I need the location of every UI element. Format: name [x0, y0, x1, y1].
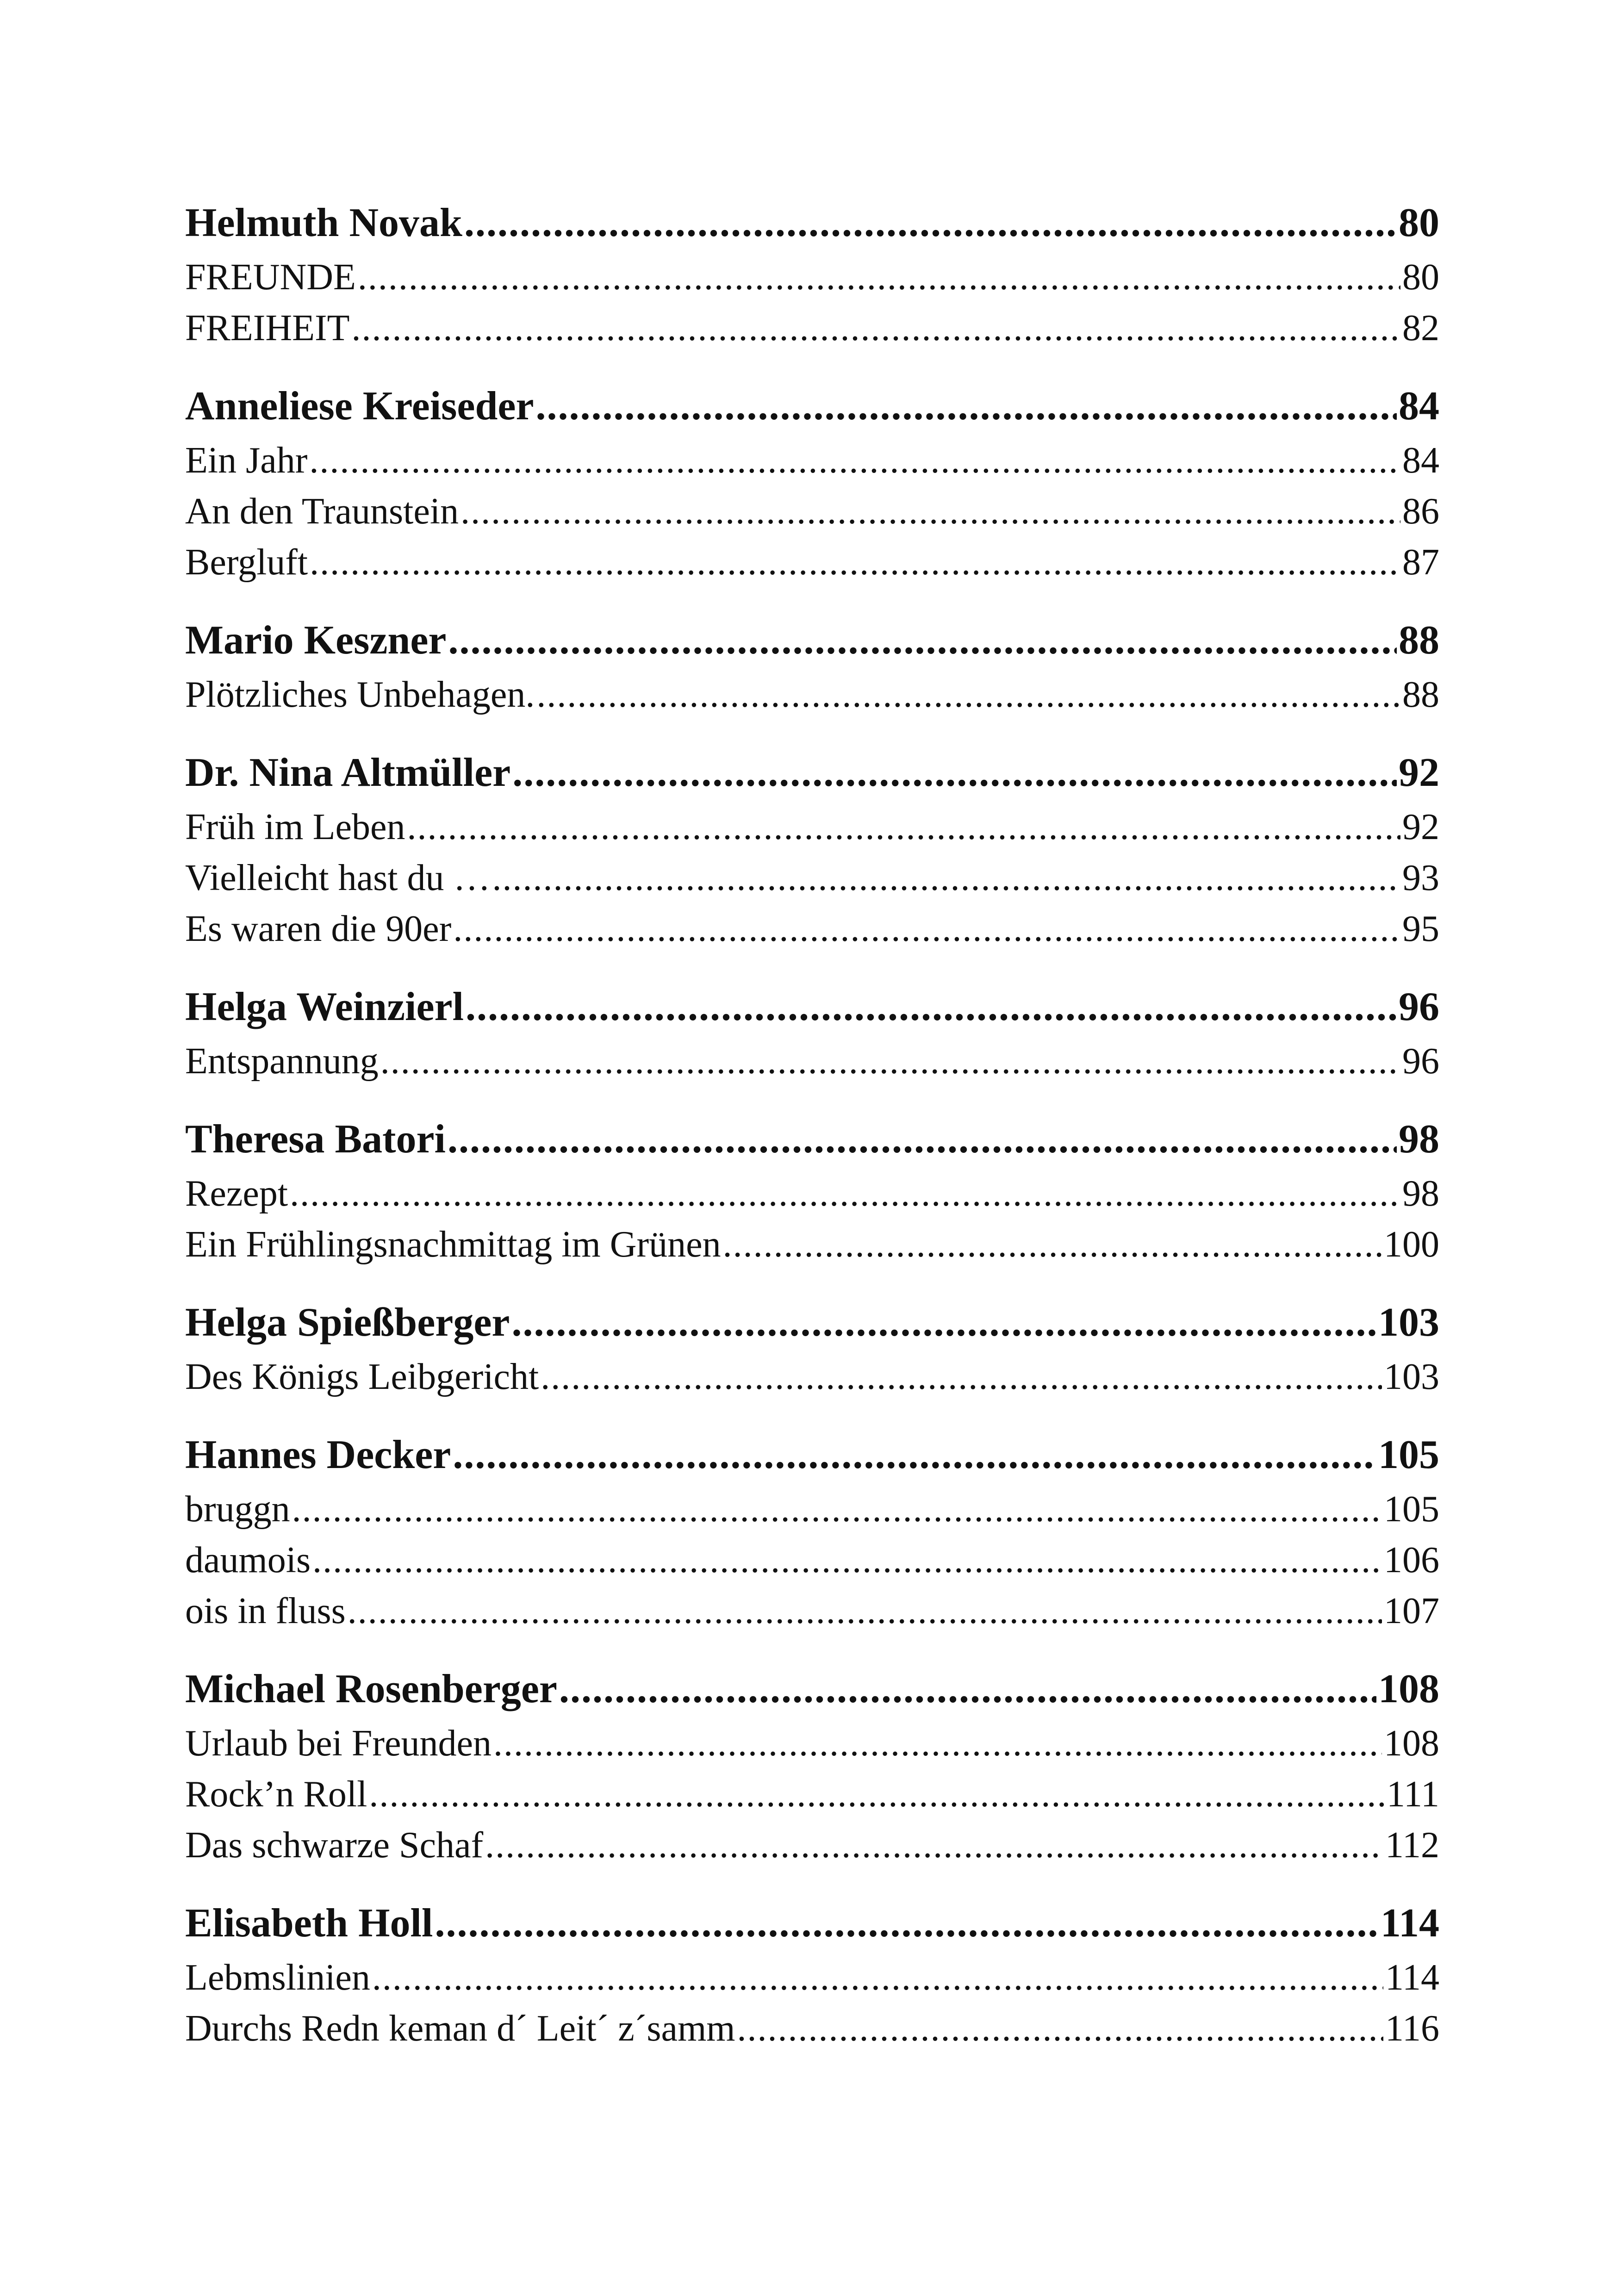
work-title: An den Traunstein	[185, 491, 459, 532]
page-number: 86	[1402, 491, 1439, 532]
toc-section	[185, 1895, 1439, 2054]
toc-author-entry	[185, 1294, 1439, 1351]
page-number: 106	[1384, 1540, 1439, 1580]
page-number: 105	[1378, 1432, 1439, 1477]
toc-author-entry	[185, 194, 1439, 252]
toc-work-entry	[185, 1168, 1439, 1219]
page-number: 111	[1386, 1774, 1439, 1815]
work-title: Plötzliches Unbehagen.	[185, 674, 535, 715]
toc-work-entry	[185, 2003, 1439, 2054]
work-title: Des Königs Leibgericht	[185, 1356, 539, 1397]
dot-leader	[461, 486, 1400, 537]
dot-leader	[407, 802, 1400, 852]
dot-leader	[464, 194, 1397, 252]
toc-work-entry	[185, 1718, 1439, 1769]
work-title: Entspannung	[185, 1041, 379, 1082]
page-number: 80	[1402, 257, 1439, 298]
page-number: 88	[1399, 618, 1439, 663]
dot-leader	[536, 669, 1400, 720]
toc-section	[185, 194, 1439, 354]
toc-work-entry	[185, 1351, 1439, 1402]
dot-leader	[372, 1952, 1383, 2003]
dot-leader	[492, 852, 1401, 903]
page-number: 84	[1402, 440, 1439, 481]
dot-leader	[512, 744, 1397, 802]
page-number: 112	[1385, 1825, 1439, 1866]
work-title: Rock’n Roll	[185, 1774, 367, 1815]
page-number: 96	[1399, 984, 1439, 1029]
work-title: FREUNDE	[185, 257, 356, 298]
toc-work-entry	[185, 1484, 1439, 1535]
dot-leader	[541, 1351, 1382, 1402]
work-title: Vielleicht hast du …	[185, 858, 491, 898]
toc-section	[185, 1661, 1439, 1871]
toc-work-entry	[185, 1586, 1439, 1636]
toc-author-entry	[185, 1661, 1439, 1718]
dot-leader	[352, 303, 1400, 354]
author-name: Hannes Decker	[185, 1432, 451, 1477]
dot-leader	[737, 2003, 1383, 2054]
work-title: Es waren die 90er	[185, 908, 452, 949]
work-title: FREIHEIT	[185, 308, 350, 348]
work-title: ois in fluss	[185, 1591, 346, 1631]
toc-author-entry	[185, 1111, 1439, 1168]
work-title: Durchs Redn keman d´ Leit´ z´samm	[185, 2008, 735, 2049]
author-name: Anneliese Kreiseder	[185, 384, 534, 429]
work-title: daumois	[185, 1540, 311, 1580]
work-title: Ein Jahr	[185, 440, 308, 481]
toc-author-entry	[185, 378, 1439, 435]
toc-author-entry	[185, 744, 1439, 802]
page-number: 103	[1378, 1300, 1439, 1345]
dot-leader	[380, 1036, 1400, 1087]
author-name: Helga Weinzierl	[185, 984, 464, 1029]
page-number: 88	[1402, 674, 1439, 715]
work-title: Ein Frühlingsnachmittag im Grünen	[185, 1224, 721, 1265]
dot-leader	[292, 1484, 1382, 1535]
toc-work-entry	[185, 852, 1439, 903]
dot-leader	[466, 978, 1397, 1036]
author-name: Elisabeth Holl	[185, 1901, 433, 1946]
toc-work-entry	[185, 537, 1439, 588]
toc-section	[185, 612, 1439, 720]
toc-section	[185, 978, 1439, 1087]
work-title: Das schwarze Schaf	[185, 1825, 484, 1866]
page-number: 114	[1385, 1957, 1439, 1998]
dot-leader	[309, 435, 1400, 486]
page-number: 84	[1399, 384, 1439, 429]
dot-leader	[369, 1769, 1385, 1820]
page-number: 92	[1399, 750, 1439, 795]
work-title: Früh im Leben	[185, 807, 405, 847]
toc-work-entry	[185, 903, 1439, 954]
toc-section	[185, 1426, 1439, 1636]
page-number: 107	[1384, 1591, 1439, 1631]
dot-leader	[485, 1820, 1383, 1871]
work-title: Rezept	[185, 1173, 288, 1214]
work-title: bruggn	[185, 1489, 290, 1530]
page-number: 105	[1384, 1489, 1439, 1530]
page-number: 95	[1402, 908, 1439, 949]
toc-section	[185, 744, 1439, 954]
toc-work-entry	[185, 435, 1439, 486]
dot-leader	[453, 1426, 1376, 1484]
dot-leader	[435, 1895, 1378, 1952]
work-title: Lebmslinien	[185, 1957, 370, 1998]
page-number: 96	[1402, 1041, 1439, 1082]
page-number: 98	[1402, 1173, 1439, 1214]
toc-section	[185, 378, 1439, 588]
dot-leader	[312, 1535, 1382, 1586]
toc-work-entry	[185, 669, 1439, 720]
page-number: 103	[1384, 1356, 1439, 1397]
toc-author-entry	[185, 1895, 1439, 1952]
page-number: 114	[1380, 1901, 1439, 1946]
page-number: 98	[1399, 1117, 1439, 1162]
toc-work-entry	[185, 486, 1439, 537]
toc-author-entry	[185, 612, 1439, 669]
table-of-contents	[185, 194, 1439, 2078]
author-name: Helmuth Novak	[185, 200, 462, 245]
toc-author-entry	[185, 978, 1439, 1036]
dot-leader	[358, 252, 1400, 303]
toc-work-entry	[185, 1219, 1439, 1270]
dot-leader	[348, 1586, 1382, 1636]
toc-work-entry	[185, 1535, 1439, 1586]
page-number: 100	[1384, 1224, 1439, 1265]
author-name: Mario Keszner	[185, 618, 447, 663]
page-number: 93	[1402, 858, 1439, 898]
toc-work-entry	[185, 303, 1439, 354]
page-number: 80	[1399, 200, 1439, 245]
dot-leader	[493, 1718, 1382, 1769]
toc-work-entry	[185, 1769, 1439, 1820]
dot-leader	[290, 1168, 1400, 1219]
toc-work-entry	[185, 802, 1439, 852]
toc-author-entry	[185, 1426, 1439, 1484]
page-number: 108	[1378, 1667, 1439, 1711]
page-number: 116	[1385, 2008, 1439, 2049]
toc-section	[185, 1294, 1439, 1402]
dot-leader	[536, 378, 1397, 435]
toc-work-entry	[185, 1952, 1439, 2003]
dot-leader	[723, 1219, 1382, 1270]
toc-section	[185, 1111, 1439, 1270]
work-title: Bergluft	[185, 542, 308, 583]
dot-leader	[511, 1294, 1376, 1351]
toc-work-entry	[185, 252, 1439, 303]
page-number: 82	[1402, 308, 1439, 348]
toc-work-entry	[185, 1036, 1439, 1087]
work-title: Urlaub bei Freunden	[185, 1723, 492, 1764]
page-number: 87	[1402, 542, 1439, 583]
author-name: Theresa Batori	[185, 1117, 446, 1162]
dot-leader	[453, 903, 1400, 954]
author-name: Dr. Nina Altmüller	[185, 750, 511, 795]
page-number: 92	[1402, 807, 1439, 847]
dot-leader	[310, 537, 1400, 588]
author-name: Helga Spießberger	[185, 1300, 510, 1345]
dot-leader	[448, 612, 1397, 669]
author-name: Michael Rosenberger	[185, 1667, 557, 1711]
dot-leader	[448, 1111, 1397, 1168]
toc-work-entry	[185, 1820, 1439, 1871]
page-number: 108	[1384, 1723, 1439, 1764]
dot-leader	[559, 1661, 1376, 1718]
